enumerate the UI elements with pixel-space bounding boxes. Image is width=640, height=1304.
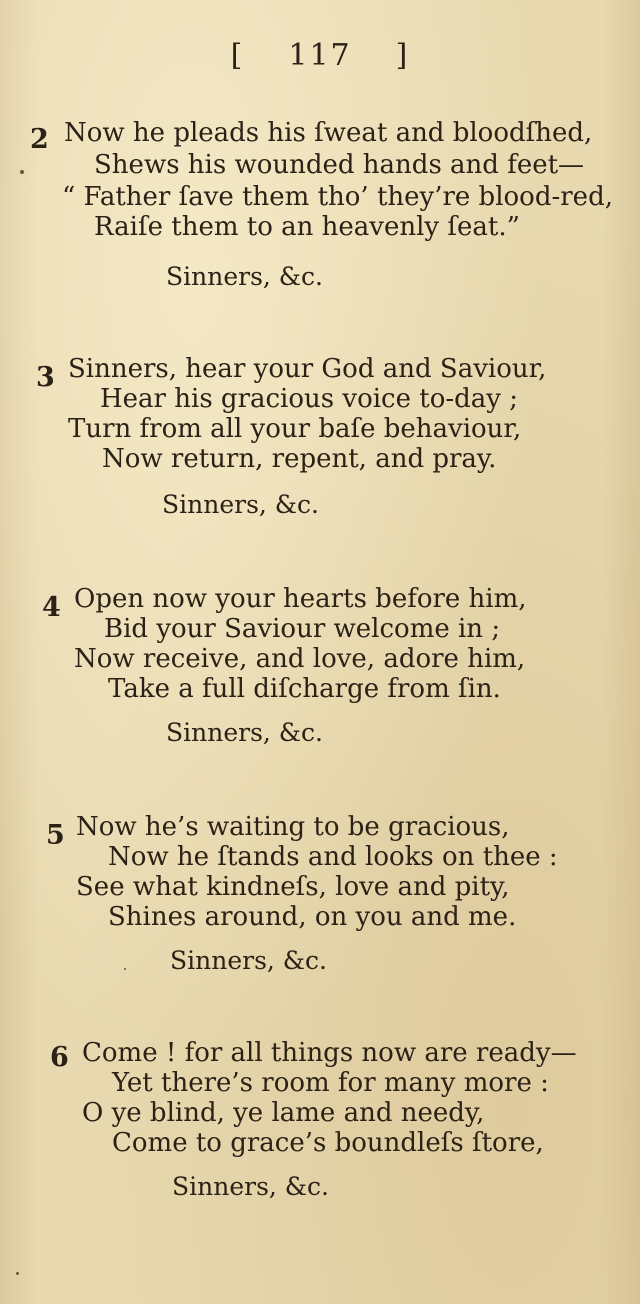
stanza-number: 3 [36, 362, 55, 393]
verse-line: Now he’s waiting to be gracious, [76, 812, 510, 842]
verse-line: Raiſe them to an heavenly ſeat.” [94, 212, 520, 242]
verse-line: Shines around, on you and me. [108, 902, 517, 932]
refrain: Sinners, &c. [166, 262, 323, 291]
verse-line: Now receive, and love, adore him, [74, 644, 526, 674]
verse-line: Now he pleads his ſweat and bloodſhed, [64, 118, 593, 148]
verse-line: Open now your hearts before him, [74, 584, 527, 614]
stanza-number: 2 [30, 124, 49, 155]
refrain: Sinners, &c. [172, 1172, 329, 1201]
verse-line: Come ! for all things now are ready— [82, 1038, 577, 1068]
refrain: Sinners, &c. [166, 718, 323, 747]
verse-line: Sinners, hear your God and Saviour, [68, 354, 547, 384]
page-header [0, 38, 640, 73]
verse-line: Now he ſtands and looks on thee : [108, 842, 558, 872]
paper-speck [124, 968, 126, 970]
paper-speck [16, 1272, 19, 1275]
verse-line: “ Father ſave them tho’ they’re blood-red, [62, 182, 613, 212]
verse-line: See what kindneſs, love and pity, [76, 872, 510, 902]
verse-line: O ye blind, ye lame and needy, [82, 1098, 485, 1128]
verse-line: Take a full diſcharge from ſin. [108, 674, 501, 704]
verse-line: Now return, repent, and pray. [102, 444, 497, 474]
close-bracket: ] [395, 38, 410, 73]
refrain: Sinners, &c. [162, 490, 319, 519]
verse-line: Shews his wounded hands and feet— [94, 150, 585, 180]
verse-line: Bid your Saviour welcome in ; [104, 614, 501, 644]
verse-line: Come to grace’s boundleſs ſtore, [112, 1128, 544, 1158]
open-bracket: [ [230, 38, 245, 73]
refrain: Sinners, &c. [170, 946, 327, 975]
verse-line: Hear his gracious voice to-day ; [100, 384, 518, 414]
verse-line: Yet there’s room for many more : [112, 1068, 549, 1098]
stanza-number: 6 [50, 1042, 69, 1073]
verse-line: Turn from all your baſe behaviour, [68, 414, 522, 444]
stanza-number: 5 [46, 820, 65, 851]
page-number: 117 [288, 38, 352, 73]
paper-speck [20, 170, 24, 174]
stanza-number: 4 [42, 592, 61, 623]
